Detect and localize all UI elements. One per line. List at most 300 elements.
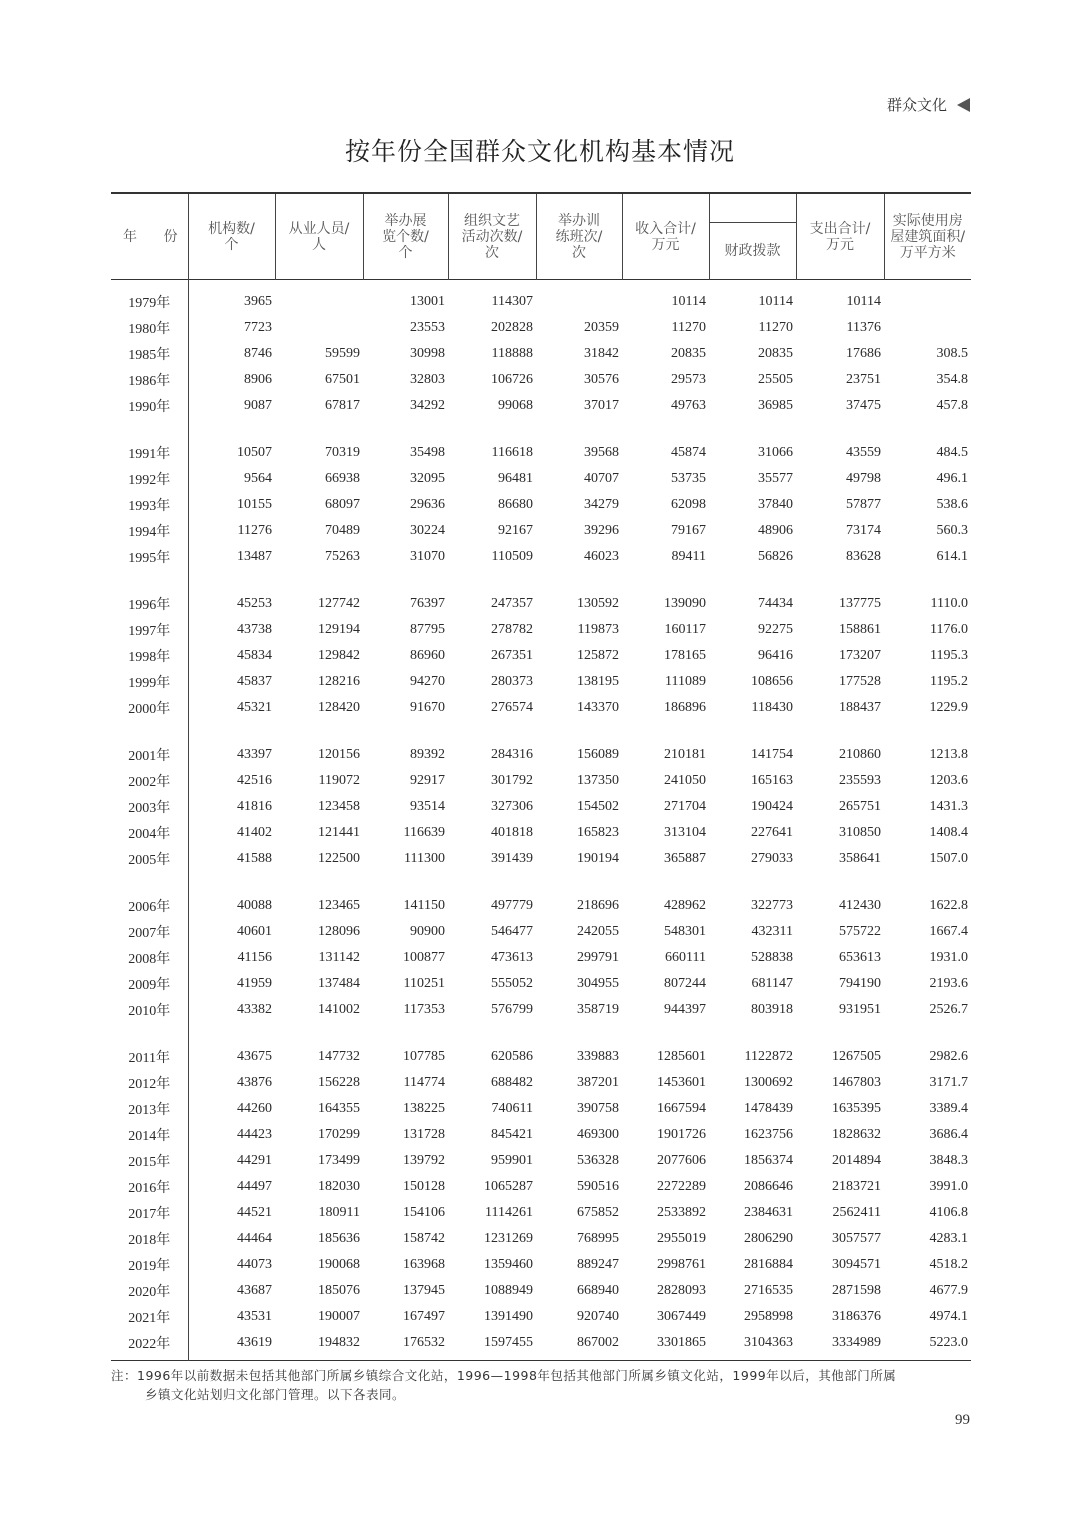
- value-cell: 147732: [318, 1049, 360, 1064]
- value-cell: 119072: [318, 773, 360, 788]
- year-cell: 1994年: [111, 518, 188, 544]
- value-cell: 37840: [758, 497, 793, 512]
- group-spacer: [111, 721, 971, 742]
- value-cell: 56826: [758, 549, 793, 564]
- value-cell: 2183721: [832, 1179, 881, 1194]
- value-cell: 794190: [839, 976, 881, 991]
- table-row: [111, 742, 971, 768]
- header-line: 次: [485, 244, 499, 261]
- value-cell: 10114: [758, 294, 793, 309]
- value-cell: 271704: [664, 799, 706, 814]
- value-cell: 1300692: [744, 1075, 793, 1090]
- year-cell: 2017年: [111, 1200, 188, 1226]
- value-cell: 30224: [410, 523, 445, 538]
- value-cell: 165163: [751, 773, 793, 788]
- value-cell: 5223.0: [929, 1335, 968, 1350]
- value-cell: 528838: [751, 950, 793, 965]
- footnote: [111, 1366, 971, 1404]
- value-cell: 1931.0: [929, 950, 968, 965]
- value-cell: 118430: [751, 700, 793, 715]
- value-cell: 49798: [846, 471, 881, 486]
- value-cell: 242055: [577, 924, 619, 939]
- value-cell: 8906: [244, 372, 272, 387]
- value-cell: 576799: [491, 1002, 533, 1017]
- table-row: [111, 280, 971, 316]
- year-cell: 2006年: [111, 893, 188, 919]
- value-cell: 2998761: [657, 1257, 706, 1272]
- spacer-cell: [536, 419, 622, 440]
- header-total-expenditure: [796, 193, 884, 280]
- value-cell: 2806290: [744, 1231, 793, 1246]
- value-cell: 3104363: [744, 1335, 793, 1350]
- value-cell: 180911: [318, 1205, 360, 1220]
- table-row: [111, 971, 971, 997]
- footnote-line-2: 乡镇文化站划归文化部门管理。以下各表同。: [145, 1387, 406, 1402]
- spacer-cell: [448, 721, 536, 742]
- value-cell: 931951: [839, 1002, 881, 1017]
- value-cell: 20835: [758, 346, 793, 361]
- value-cell: 41588: [237, 851, 272, 866]
- value-cell: 740611: [491, 1101, 533, 1116]
- value-cell: 1267505: [832, 1049, 881, 1064]
- value-cell: 11376: [846, 320, 881, 335]
- value-cell: 138225: [403, 1101, 445, 1116]
- table-row: [111, 1148, 971, 1174]
- value-cell: 129194: [318, 622, 360, 637]
- value-cell: 944397: [664, 1002, 706, 1017]
- value-cell: 43531: [237, 1309, 272, 1324]
- header-line: 收入合计/: [635, 220, 696, 237]
- spacer-cell: [796, 1023, 884, 1044]
- value-cell: 44521: [237, 1205, 272, 1220]
- value-cell: 34292: [410, 398, 445, 413]
- value-cell: 280373: [491, 674, 533, 689]
- value-cell: 2526.7: [929, 1002, 968, 1017]
- spacer-cell: [448, 872, 536, 893]
- value-cell: 91670: [410, 700, 445, 715]
- year-cell: 1985年: [111, 341, 188, 367]
- table-row: [111, 1174, 971, 1200]
- value-cell: 117353: [403, 1002, 445, 1017]
- table-row: [111, 1096, 971, 1122]
- value-cell: 1391490: [484, 1309, 533, 1324]
- value-cell: 13487: [237, 549, 272, 564]
- value-cell: 129842: [318, 648, 360, 663]
- spacer-cell: [884, 1023, 971, 1044]
- value-cell: 139792: [403, 1153, 445, 1168]
- value-cell: 158861: [839, 622, 881, 637]
- value-cell: 143370: [577, 700, 619, 715]
- spacer-cell: [188, 721, 275, 742]
- value-cell: 106726: [491, 372, 533, 387]
- value-cell: 1285601: [657, 1049, 706, 1064]
- header-training-classes: [536, 193, 622, 280]
- spacer-cell: [709, 419, 796, 440]
- spacer-cell: [363, 419, 448, 440]
- header-institutions: [188, 193, 275, 280]
- value-cell: 185636: [318, 1231, 360, 1246]
- year-cell: 1995年: [111, 544, 188, 570]
- value-cell: 57877: [846, 497, 881, 512]
- value-cell: 110509: [491, 549, 533, 564]
- year-cell: 2015年: [111, 1148, 188, 1174]
- spacer-cell: [709, 1023, 796, 1044]
- data-table: [111, 192, 971, 1361]
- value-cell: 32803: [410, 372, 445, 387]
- header-line: 从业人员/: [288, 220, 350, 237]
- table-row: [111, 1330, 971, 1361]
- spacer-cell: [622, 570, 709, 591]
- value-cell: 299791: [577, 950, 619, 965]
- value-cell: 158742: [403, 1231, 445, 1246]
- year-cell: 2007年: [111, 919, 188, 945]
- value-cell: 1478439: [744, 1101, 793, 1116]
- value-cell: 688482: [491, 1075, 533, 1090]
- footnote-line-1: 注：1996年以前数据未包括其他部门所属乡镇综合文化站，1996—1998年包括其他部门所属乡镇文化站，1999年以后，其他部门所属: [111, 1368, 897, 1383]
- value-cell: 1195.3: [930, 648, 968, 663]
- value-cell: 59599: [325, 346, 360, 361]
- value-cell: 412430: [839, 898, 881, 913]
- table-row: [111, 315, 971, 341]
- value-cell: 3094571: [832, 1257, 881, 1272]
- value-cell: 1667.4: [929, 924, 968, 939]
- value-cell: 1856374: [744, 1153, 793, 1168]
- year-cell: 2022年: [111, 1330, 188, 1361]
- value-cell: 620586: [491, 1049, 533, 1064]
- spacer-cell: [275, 872, 363, 893]
- value-cell: 141754: [751, 747, 793, 762]
- header-line: 次: [572, 244, 586, 261]
- value-cell: 575722: [839, 924, 881, 939]
- table-row: [111, 643, 971, 669]
- year-cell: 2008年: [111, 945, 188, 971]
- year-cell: 2021年: [111, 1304, 188, 1330]
- header-line: 实际使用房: [892, 212, 963, 229]
- value-cell: 186896: [664, 700, 706, 715]
- header-line: 万平方米: [899, 244, 956, 261]
- value-cell: 138195: [577, 674, 619, 689]
- value-cell: 44073: [237, 1257, 272, 1272]
- value-cell: 40601: [237, 924, 272, 939]
- value-cell: 496.1: [936, 471, 968, 486]
- value-cell: 3171.7: [929, 1075, 968, 1090]
- value-cell: 190194: [577, 851, 619, 866]
- value-cell: 548301: [664, 924, 706, 939]
- value-cell: 160117: [664, 622, 706, 637]
- value-cell: 90900: [410, 924, 445, 939]
- table-row: [111, 846, 971, 872]
- table-row: [111, 440, 971, 466]
- spacer-cell: [709, 872, 796, 893]
- value-cell: [884, 280, 971, 316]
- value-cell: 128096: [318, 924, 360, 939]
- value-cell: 156228: [318, 1075, 360, 1090]
- value-cell: 2193.6: [929, 976, 968, 991]
- table-row: [111, 919, 971, 945]
- value-cell: 154106: [403, 1205, 445, 1220]
- spacer-cell: [536, 721, 622, 742]
- value-cell: 4974.1: [929, 1309, 968, 1324]
- value-cell: 123465: [318, 898, 360, 913]
- value-cell: 123458: [318, 799, 360, 814]
- table-row: [111, 669, 971, 695]
- value-cell: 10114: [846, 294, 881, 309]
- header-line: 屋建筑面积/: [890, 228, 966, 245]
- value-cell: 681147: [751, 976, 793, 991]
- value-cell: 107785: [403, 1049, 445, 1064]
- value-cell: 284316: [491, 747, 533, 762]
- spacer-cell: [622, 721, 709, 742]
- value-cell: 2533892: [657, 1205, 706, 1220]
- value-cell: 41959: [237, 976, 272, 991]
- value-cell: 301792: [491, 773, 533, 788]
- table-header: [111, 193, 971, 280]
- table-row: [111, 1070, 971, 1096]
- value-cell: 49763: [671, 398, 706, 413]
- year-cell: 1996年: [111, 591, 188, 617]
- value-cell: 10507: [237, 445, 272, 460]
- value-cell: 1623756: [744, 1127, 793, 1142]
- header-exhibitions: [363, 193, 448, 280]
- year-cell: 1979年: [111, 280, 188, 316]
- value-cell: 40088: [237, 898, 272, 913]
- value-cell: 668940: [577, 1283, 619, 1298]
- group-spacer: [111, 872, 971, 893]
- spacer-cell: [884, 570, 971, 591]
- spacer-cell: [884, 872, 971, 893]
- value-cell: [275, 315, 363, 341]
- value-cell: 40707: [584, 471, 619, 486]
- value-cell: 2272289: [657, 1179, 706, 1194]
- value-cell: 1408.4: [929, 825, 968, 840]
- group-spacer: [111, 419, 971, 440]
- value-cell: 1431.3: [929, 799, 968, 814]
- value-cell: 67817: [325, 398, 360, 413]
- value-cell: 130592: [577, 596, 619, 611]
- year-cell: 1997年: [111, 617, 188, 643]
- value-cell: 3186376: [832, 1309, 881, 1324]
- table-row: [111, 518, 971, 544]
- spacer-cell: [622, 872, 709, 893]
- value-cell: 131728: [403, 1127, 445, 1142]
- value-cell: 173207: [839, 648, 881, 663]
- header-income-sub-blank: [709, 193, 796, 223]
- value-cell: 170299: [318, 1127, 360, 1142]
- value-cell: 1453601: [657, 1075, 706, 1090]
- table-row: [111, 466, 971, 492]
- table-row: [111, 492, 971, 518]
- header-art-activities: [448, 193, 536, 280]
- header-line: 览个数/: [382, 228, 429, 245]
- spacer-cell: [536, 872, 622, 893]
- value-cell: 178165: [664, 648, 706, 663]
- value-cell: 4677.9: [929, 1283, 968, 1298]
- value-cell: 92917: [410, 773, 445, 788]
- value-cell: 845421: [491, 1127, 533, 1142]
- value-cell: 43559: [846, 445, 881, 460]
- table-row: [111, 820, 971, 846]
- value-cell: 45321: [237, 700, 272, 715]
- value-cell: 30998: [410, 346, 445, 361]
- spacer-cell: [796, 721, 884, 742]
- value-cell: 11276: [237, 523, 272, 538]
- value-cell: 89392: [410, 747, 445, 762]
- spacer-cell: [188, 872, 275, 893]
- value-cell: 116639: [403, 825, 445, 840]
- value-cell: 3057577: [832, 1231, 881, 1246]
- value-cell: 44260: [237, 1101, 272, 1116]
- header-total-income: [622, 193, 709, 280]
- table-body: [111, 280, 971, 1361]
- spacer-cell: [111, 872, 188, 893]
- value-cell: 390758: [577, 1101, 619, 1116]
- value-cell: 41156: [237, 950, 272, 965]
- value-cell: 1622.8: [929, 898, 968, 913]
- value-cell: 83628: [846, 549, 881, 564]
- value-cell: 20835: [671, 346, 706, 361]
- value-cell: 30576: [584, 372, 619, 387]
- value-cell: 1229.9: [929, 700, 968, 715]
- value-cell: 190068: [318, 1257, 360, 1272]
- spacer-cell: [363, 721, 448, 742]
- table-row: [111, 1252, 971, 1278]
- table-row: [111, 997, 971, 1023]
- value-cell: 190424: [751, 799, 793, 814]
- value-cell: 70319: [325, 445, 360, 460]
- value-cell: 4283.1: [929, 1231, 968, 1246]
- header-line: 个: [398, 244, 413, 261]
- value-cell: 44291: [237, 1153, 272, 1168]
- header-line: 支出合计/: [809, 220, 871, 237]
- spacer-cell: [188, 570, 275, 591]
- value-cell: 2958998: [744, 1309, 793, 1324]
- year-cell: 1991年: [111, 440, 188, 466]
- value-cell: 675852: [577, 1205, 619, 1220]
- header-fiscal-allocation: [709, 223, 796, 280]
- value-cell: 265751: [839, 799, 881, 814]
- header-floor-area: [884, 193, 971, 280]
- spacer-cell: [275, 1023, 363, 1044]
- running-head: [887, 94, 970, 115]
- value-cell: 41816: [237, 799, 272, 814]
- value-cell: 137350: [577, 773, 619, 788]
- value-cell: 122500: [318, 851, 360, 866]
- value-cell: 3686.4: [929, 1127, 968, 1142]
- value-cell: 590516: [577, 1179, 619, 1194]
- value-cell: 3965: [244, 294, 272, 309]
- value-cell: 2077606: [657, 1153, 706, 1168]
- value-cell: 43397: [237, 747, 272, 762]
- value-cell: 45253: [237, 596, 272, 611]
- value-cell: 37475: [846, 398, 881, 413]
- year-cell: 1990年: [111, 393, 188, 419]
- value-cell: 484.5: [936, 445, 968, 460]
- year-cell: 2020年: [111, 1278, 188, 1304]
- value-cell: 156089: [577, 747, 619, 762]
- header-line: 财政拨款: [724, 243, 781, 259]
- value-cell: 137945: [403, 1283, 445, 1298]
- value-cell: 41402: [237, 825, 272, 840]
- value-cell: 167497: [403, 1309, 445, 1324]
- value-cell: 194832: [318, 1335, 360, 1350]
- value-cell: 127742: [318, 596, 360, 611]
- value-cell: 31070: [410, 549, 445, 564]
- spacer-cell: [536, 1023, 622, 1044]
- year-cell: 1999年: [111, 669, 188, 695]
- value-cell: 121441: [318, 825, 360, 840]
- table-row: [111, 945, 971, 971]
- table-row: [111, 1122, 971, 1148]
- value-cell: 889247: [577, 1257, 619, 1272]
- year-cell: 2016年: [111, 1174, 188, 1200]
- value-cell: 137484: [318, 976, 360, 991]
- value-cell: 177528: [839, 674, 881, 689]
- value-cell: 803918: [751, 1002, 793, 1017]
- value-cell: 13001: [410, 294, 445, 309]
- value-cell: 43876: [237, 1075, 272, 1090]
- year-cell: 2001年: [111, 742, 188, 768]
- year-cell: 2009年: [111, 971, 188, 997]
- value-cell: 9564: [244, 471, 272, 486]
- value-cell: 920740: [577, 1309, 619, 1324]
- value-cell: 116618: [491, 445, 533, 460]
- value-cell: 339883: [577, 1049, 619, 1064]
- table-row: [111, 367, 971, 393]
- value-cell: 313104: [664, 825, 706, 840]
- value-cell: 43675: [237, 1049, 272, 1064]
- table-row: [111, 893, 971, 919]
- value-cell: 1114261: [485, 1205, 533, 1220]
- value-cell: 20359: [584, 320, 619, 335]
- value-cell: 267351: [491, 648, 533, 663]
- value-cell: 111089: [665, 674, 706, 689]
- table-row: [111, 544, 971, 570]
- value-cell: 2816884: [744, 1257, 793, 1272]
- value-cell: 546477: [491, 924, 533, 939]
- header-line: 万元: [826, 236, 854, 253]
- value-cell: 1467803: [832, 1075, 881, 1090]
- value-cell: 100877: [403, 950, 445, 965]
- spacer-cell: [363, 1023, 448, 1044]
- value-cell: 79167: [671, 523, 706, 538]
- value-cell: 1213.8: [929, 747, 968, 762]
- year-cell: 2014年: [111, 1122, 188, 1148]
- header-line: 个: [224, 236, 239, 253]
- value-cell: 241050: [664, 773, 706, 788]
- page-number: 99: [955, 1412, 970, 1428]
- value-cell: 96416: [758, 648, 793, 663]
- spacer-cell: [884, 721, 971, 742]
- value-cell: 202828: [491, 320, 533, 335]
- value-cell: 188437: [839, 700, 881, 715]
- group-spacer: [111, 570, 971, 591]
- spacer-cell: [275, 419, 363, 440]
- value-cell: 247357: [491, 596, 533, 611]
- value-cell: 365887: [664, 851, 706, 866]
- year-cell: 2011年: [111, 1044, 188, 1070]
- spacer-cell: [448, 1023, 536, 1044]
- spacer-cell: [188, 1023, 275, 1044]
- value-cell: 39296: [584, 523, 619, 538]
- value-cell: 497779: [491, 898, 533, 913]
- value-cell: 35498: [410, 445, 445, 460]
- table-row: [111, 695, 971, 721]
- value-cell: 308.5: [936, 346, 968, 361]
- year-cell: 2019年: [111, 1252, 188, 1278]
- value-cell: 235593: [839, 773, 881, 788]
- value-cell: 114774: [403, 1075, 445, 1090]
- value-cell: 163968: [403, 1257, 445, 1272]
